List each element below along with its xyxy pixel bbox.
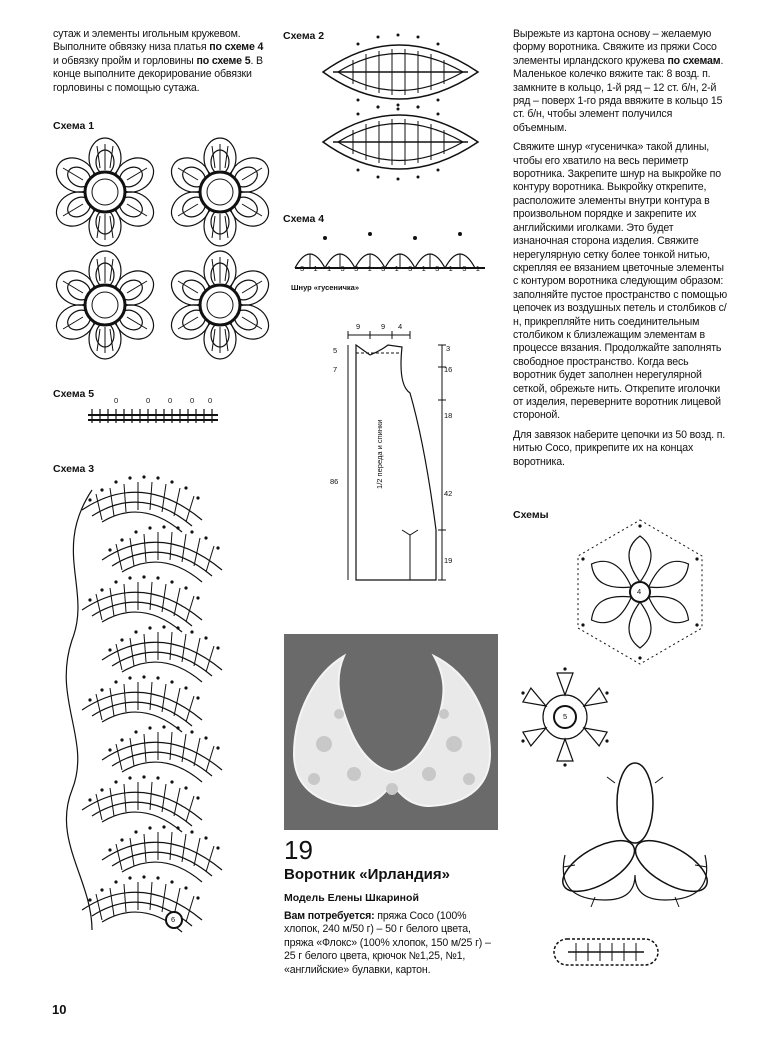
scheme5-label: Схема 5 bbox=[53, 388, 95, 400]
instruction-run: Для завязок наберите цепочки из 50 возд. п. нитью Coco, прикрепите их на концах воротника. bbox=[513, 428, 726, 468]
project-number: 19 bbox=[284, 835, 313, 865]
garment-pattern-diagram bbox=[340, 322, 460, 580]
scheme3-center-number: 6 bbox=[171, 915, 176, 924]
pattern-right-dim: 18 bbox=[444, 411, 453, 420]
col1-intro-text bbox=[53, 28, 266, 95]
materials-label: Вам потребуется: bbox=[284, 910, 375, 922]
scheme3-label: Схема 3 bbox=[53, 463, 95, 475]
scheme5-mark: 0 bbox=[146, 396, 151, 405]
schemes-label: Схемы bbox=[513, 509, 549, 521]
intro-text-bold: по схеме 4 bbox=[209, 41, 264, 54]
scheme1-label: Схема 1 bbox=[53, 120, 95, 132]
motif4-hexagon-diagram bbox=[560, 512, 730, 672]
collar-photo bbox=[284, 634, 498, 830]
intro-text-run: и обвязку пройм и горловины bbox=[53, 54, 197, 67]
pattern-left-dim: 7 bbox=[333, 365, 338, 374]
pattern-right-dim: 19 bbox=[444, 556, 453, 565]
cord-label: Шнур «гусеничка» bbox=[291, 283, 360, 292]
instruction-run: Вырежьте из картона основу – желаемую форму воротника. Свяжите из пряжи Coco элементы ирландского кружева bbox=[513, 28, 717, 67]
instruction-bold: по схемам bbox=[667, 54, 721, 67]
trefoil-motif-diagram bbox=[550, 755, 730, 905]
instruction-paragraph bbox=[513, 429, 728, 469]
pattern-top-dim: 9 bbox=[381, 322, 386, 331]
scheme5-mark: 0 bbox=[114, 396, 119, 405]
instruction-run: . Маленькое колечко вяжите так: 8 возд. п. замкните в кольцо, 1-й ряд – 12 ст. б/н, 2-й ряд – поверх 1-го ряда ввяжите в кольцо 15 ст. б/н, чтобы элемент получился объемным. bbox=[513, 54, 724, 134]
scheme1-flowers-diagram bbox=[45, 130, 275, 390]
page-number: 10 bbox=[52, 1002, 67, 1017]
scheme5-mark: 0 bbox=[168, 396, 173, 405]
pattern-top-dim: 4 bbox=[398, 322, 403, 331]
pattern-top-dim: 9 bbox=[356, 322, 361, 331]
scheme2-label: Схема 2 bbox=[283, 30, 325, 42]
instruction-paragraph bbox=[513, 141, 728, 423]
project-materials bbox=[284, 910, 498, 977]
project-title: Воротник «Ирландия» bbox=[284, 866, 450, 883]
scheme4-edging-diagram bbox=[290, 228, 490, 283]
pattern-left-dim: 5 bbox=[333, 346, 338, 355]
pattern-right-dim: 42 bbox=[444, 489, 453, 498]
scheme2-leaves-diagram bbox=[318, 30, 488, 180]
scheme4-label: Схема 4 bbox=[283, 213, 325, 225]
pattern-right-dim: 3 bbox=[446, 344, 451, 353]
scheme5-mark: 0 bbox=[190, 396, 195, 405]
pattern-center-label: 1/2 переда и спинки bbox=[374, 419, 384, 489]
intro-text-bold: по схеме 5 bbox=[196, 54, 251, 67]
scheme3-fan-border-diagram bbox=[62, 470, 262, 950]
pattern-left-dim: 86 bbox=[330, 477, 339, 486]
intro-text-run: сутаж и элементы игольным кружевом. Выполните обвязку низа платья bbox=[53, 28, 241, 54]
collar-illustration bbox=[284, 634, 498, 830]
pattern-right-dim: 16 bbox=[444, 365, 453, 374]
intro-text-run: . В конце выполните декорирование обвязки горловины с помощью сутажа. bbox=[53, 54, 263, 94]
scheme5-mark: 0 bbox=[208, 396, 213, 405]
instruction-paragraph bbox=[513, 28, 728, 135]
project-author: Модель Елены Шкариной bbox=[284, 892, 419, 904]
oval-motif-diagram bbox=[548, 933, 668, 973]
scheme4-row-numbers: 3 1 1 3 3 1 3 1 3 1 3 1 3 1 bbox=[300, 264, 480, 273]
motif5-number: 5 bbox=[563, 712, 568, 721]
motif4-number: 4 bbox=[637, 587, 642, 596]
col3-instructions bbox=[513, 28, 728, 475]
materials-text: пряжа Coco (100% хлопок, 240 м/50 г) – 50 г белого цвета, пряжа «Флокс» (100% хлопок, 150 м/25 г) – 25 г белого цвета, крючок №1,25, №1, «английские» булавки, картон. bbox=[284, 910, 491, 976]
scheme5-diagram bbox=[88, 395, 228, 425]
instruction-run: Свяжите шнур «гусеничка» такой длины, чтобы его хватило на весь периметр воротника. Закрепите шнур на выкройке по контуру воротника. Выкройку открепите, расположите элементы внутри контура в произвольном порядке и закрепите их английскими иголками. Это будет изнаночная сторона изделия. Свяжите нерегулярную сетку более тонкой нитью, скрепляя ее вязанием цветочные элементы с контуром воротника следующим образом: заполняйте пустое пространство с помощью цепочек из воздушных петель и столбиков с/н, прикрепляйте нить соединительным столбиком к близлежащим элементам в процессе вязания. Продолжайте заполнять свободное пространство. Когда весь воротник будет заполнен нерегулярной сеткой, обрежьте нить. Открепите иголочки от изделия, переверните воротник лицевой стороной. bbox=[513, 141, 728, 422]
